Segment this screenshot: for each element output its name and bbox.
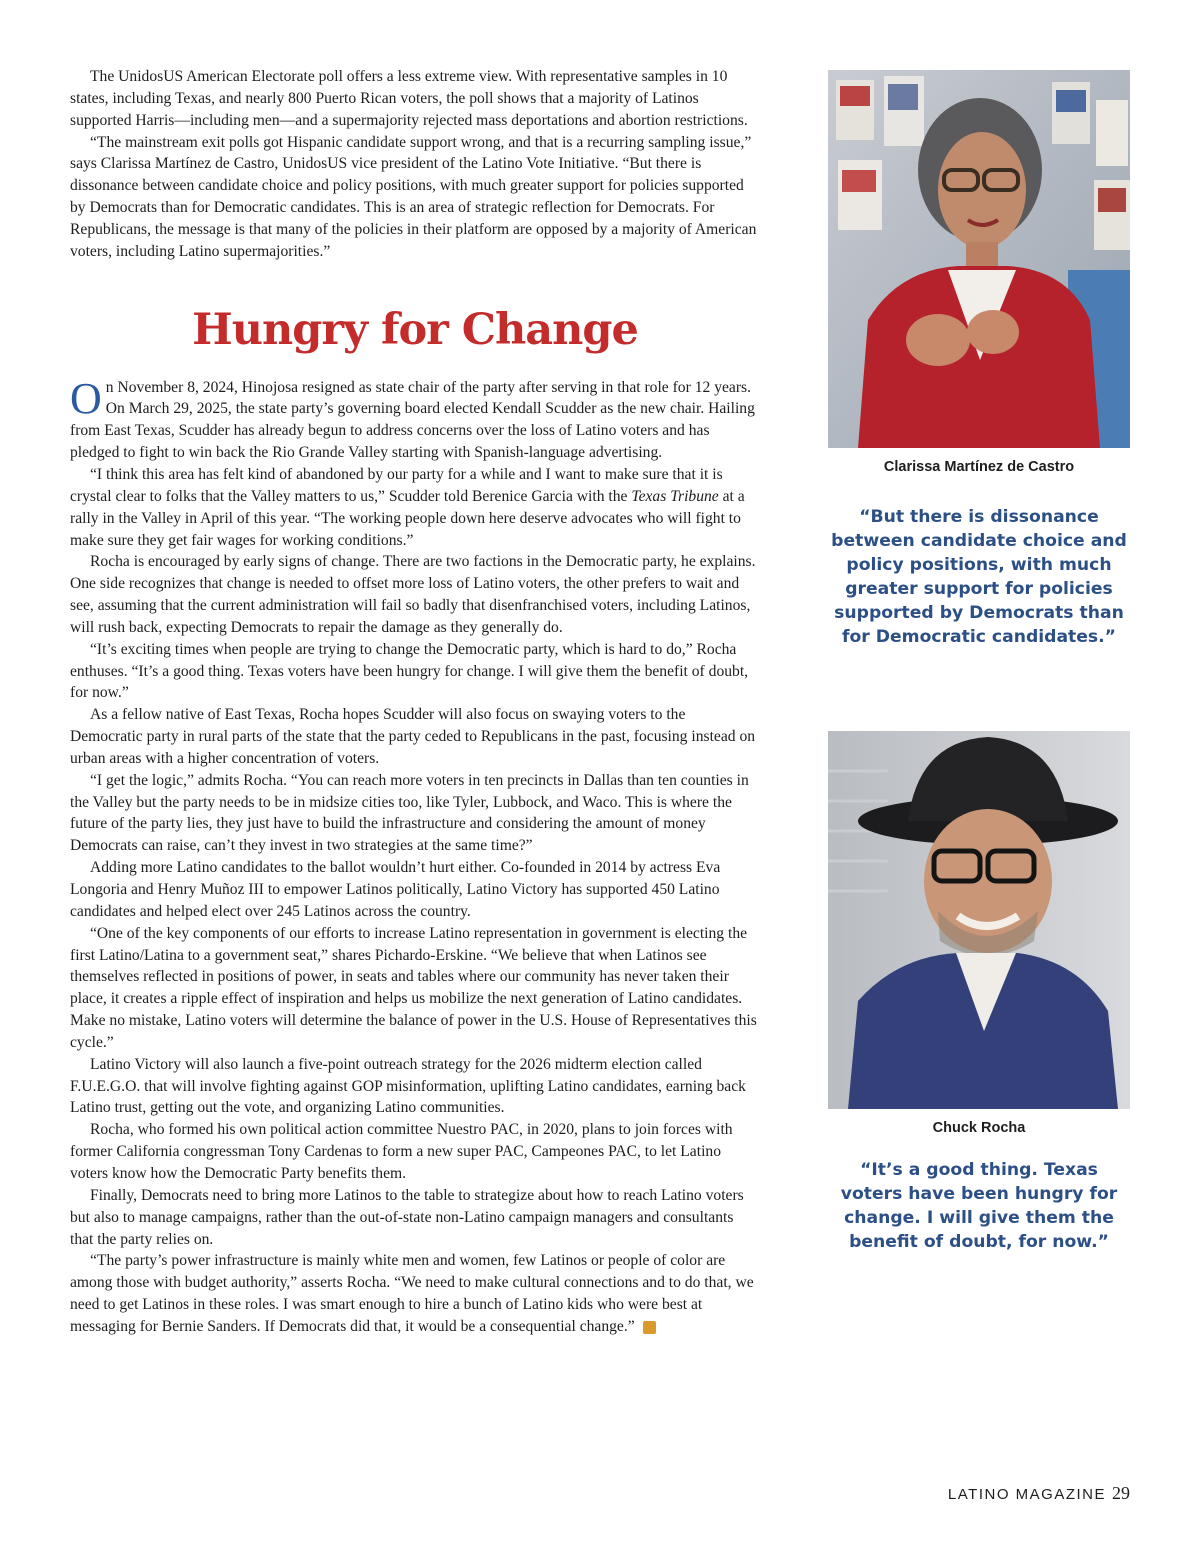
body-paragraph: “It’s exciting times when people are trying to change the Democratic party, which is hard to do,” Rocha enthuses. “It’s a good thing. Texas voters have been hungry for change. I will give them the benefit of doubt, for now.” <box>70 640 749 702</box>
photo-clarissa-martinez-de-castro <box>828 70 1130 448</box>
paragraph-text: “The party’s power infrastructure is mainly white men and women, few Latinos or people of color are among those with budget authority,” asserts Rocha. “We need to make cultural connections and to do that, we need to get Latinos in these roles. I was smart enough to hire a bunch of Latino kids who were best at messaging for Bernie Sanders. If Democrats did that, it would be a consequential change.” <box>70 1252 754 1335</box>
tribune-paragraph <box>70 464 760 551</box>
article-column <box>70 66 760 1338</box>
first-paragraph <box>70 373 760 464</box>
publication-name: Texas Tribune <box>631 487 719 505</box>
page-footer <box>948 1483 1130 1504</box>
body-paragraph: As a fellow native of East Texas, Rocha hopes Scudder will also focus on swaying voters to the Democratic party in rural parts of the state that the party ceded to Republicans in the past, focusing instead on urban areas with a higher concentration of voters. <box>70 706 756 767</box>
section-heading: Hungry for Change <box>192 304 638 355</box>
body-paragraph: Latino Victory will also launch a five-point outreach strategy for the 2026 midterm election called F.U.E.G.O. that will involve fighting against GOP misinformation, uplifting Latino candidates, earning back Latino trust, getting out the vote, and organizing Latino communities. <box>70 1055 746 1117</box>
photo-caption: Chuck Rocha <box>932 1120 1026 1136</box>
intro-paragraph: “The mainstream exit polls got Hispanic candidate support wrong, and that is a recurring sampling issue,” says Clarissa Martínez de Castro, UnidosUS vice president of the Latino Vote Initiative. “But there is dissonance between candidate choice and policy positions, with much greater support for policies supported by Democrats than for Democratic candidates. This is an area of strategic reflection for Democrats. For Republicans, the message is that many of the policies in their platform are opposed by a majority of American voters, including Latino supermajorities.” <box>70 133 757 260</box>
body-paragraph: Finally, Democrats need to bring more Latinos to the table to strategize about how to reach Latino voters but also to manage campaigns, rather than the out-of-state non-Latino campaign managers and consultants that the party relies on. <box>70 1186 744 1248</box>
body-paragraph: Adding more Latino candidates to the ballot wouldn’t hurt either. Co-founded in 2014 by actress Eva Longoria and Henry Muñoz III to empower Latinos politically, Latino Victory has supported 450 Latino candidates and helped elect over 245 Latinos across the country. <box>70 859 721 920</box>
photo-caption: Clarissa Martínez de Castro <box>883 459 1075 475</box>
body-paragraph: “One of the key components of our efforts to increase Latino representation in government is electing the first Latino/Latina to a government seat,” shares Pichardo-Erskine. “We believe that when Latinos see themselves reflected in positions of power, in seats and tables where our community has never taken their place, it creates a ripple effect of inspiration and helps us mobilize the next generation of Latino candidates. Make no mistake, Latino voters will determine the balance of power in the U.S. House of Representatives this cycle.” <box>70 924 757 1051</box>
page-number: 29 <box>1112 1483 1130 1503</box>
drop-cap: O <box>70 373 102 423</box>
pull-quote: “But there is dissonance between candidate choice and policy positions, with much greater support for policies supported by Democrats than for Democratic candidates.” <box>831 507 1127 647</box>
paragraph-text: at a rally in the Valley in April of this year. “The working people down here deserve advocates who will fight to make sure they get fair wages for working conditions.” <box>70 487 745 549</box>
body-paragraph: Rocha, who formed his own political action committee Nuestro PAC, in 2020, plans to join forces with former California congressman Tony Cardenas to form a new super PAC, Campeones PAC, to let Latino voters know how the Democratic Party benefits them. <box>70 1121 733 1182</box>
body-paragraph: “I get the logic,” admits Rocha. “You can reach more voters in ten precincts in Dallas than ten counties in the Valley but the party needs to be in midsize cities too, like Tyler, Lubbock, and Waco. This is where the future of the party lies, they just have to build the infrastructure and considering the amount of money Democrats can raise, can’t they invest in two strategies at the same time?” <box>70 771 749 855</box>
intro-paragraph: The UnidosUS American Electorate poll offers a less extreme view. With representative samples in 10 states, including Texas, and nearly 800 Puerto Rican voters, the poll shows that a majority of Latinos supported Harris—including men—and a supermajority rejected mass deportations and abortion restrictions. <box>70 68 748 129</box>
body-paragraph: Rocha is encouraged by early signs of change. There are two factions in the Democratic party, he explains. One side recognizes that change is needed to offset more loss of Latino voters, the other prefers to wait and see, assuming that the current administration will fail so badly that disenfranchised voters, including Latinos, will rush back, expecting Democrats to repair the damage as they generally do. <box>70 553 756 636</box>
photo-chuck-rocha <box>828 731 1130 1109</box>
magazine-name: LATINO MAGAZINE <box>947 1486 1106 1503</box>
pull-quote: “It’s a good thing. Texas voters have been hungry for change. I will give them the benefit of doubt, for now.” <box>840 1160 1118 1252</box>
end-mark-icon: L <box>643 1321 656 1334</box>
sidebar <box>828 70 1130 1254</box>
paragraph-text: “I think this area has felt kind of abandoned by our party for a while and I want to make sure that it is crystal clear to folks that the Valley matters to us,” Scudder told Berenice Garcia with the <box>70 465 723 505</box>
final-paragraph <box>70 1250 760 1337</box>
first-paragraph-text: n November 8, 2024, Hinojosa resigned as state chair of the party after serving in that role for 12 years. On March 29, 2025, the state party’s governing board elected Kendall Scudder as the new chair. Hailing from East Texas, Scudder has already begun to address concerns over the loss of Latino voters and has pledged to fight to win back the Rio Grande Valley starting with Spanish-language advertising. <box>70 378 755 462</box>
